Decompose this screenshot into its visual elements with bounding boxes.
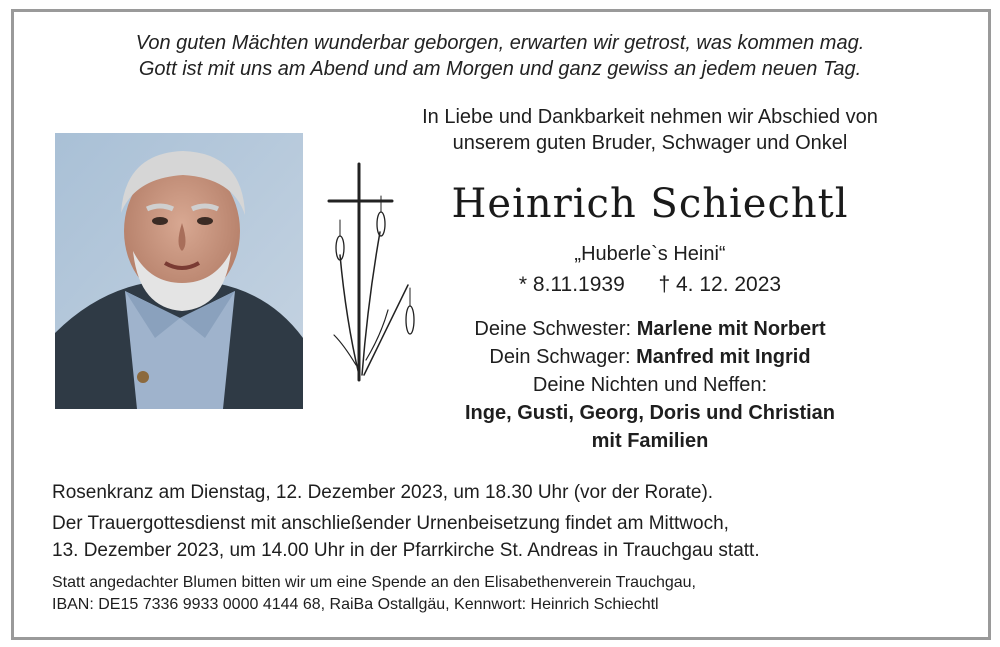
rosary-info: Rosenkranz am Dienstag, 12. Dezember 2023, um 18.30 Uhr (vor der Rorate). — [52, 482, 714, 503]
intro-line-2: unserem guten Bruder, Schwager und Onkel — [452, 132, 848, 154]
families-line: mit Familien — [591, 430, 709, 452]
funeral-info-line-1: Der Trauergottesdienst mit anschließender Urnenbeisetzung findet am Mittwoch, — [52, 513, 729, 534]
motto-line-1: Von guten Mächten wunderbar geborgen, erwarten wir getrost, was kommen mag. — [135, 32, 865, 54]
brother-in-law-names: Manfred mit Ingrid — [636, 346, 811, 368]
sister-names: Marlene mit Norbert — [636, 318, 826, 340]
intro-line-1: In Liebe und Dankbarkeit nehmen wir Abschied von — [422, 106, 878, 128]
donation-line-2: IBAN: DE15 7336 9933 0000 4144 68, RaiBa Ostallgäu, Kennwort: Heinrich Schiechtl — [52, 596, 659, 613]
sister-line — [350, 315, 950, 343]
brother-in-law-label: Dein Schwager: — [489, 346, 631, 368]
nieces-label: Deine Nichten und Neffen: — [532, 374, 768, 396]
donation-line-1: Statt angedachter Blumen bitten wir um eine Spende an den Elisabethenverein Trauchgau, — [52, 574, 696, 591]
nieces-names: Inge, Gusti, Georg, Doris und Christian — [464, 402, 836, 424]
sister-label: Deine Schwester: — [474, 318, 632, 340]
motto-line-2: Gott ist mit uns am Abend und am Morgen und ganz gewiss an jedem neuen Tag. — [138, 58, 862, 80]
life-dates — [400, 273, 900, 297]
death-date: † 4. 12. 2023 — [658, 273, 782, 296]
deceased-name: Heinrich Schiechtl — [451, 181, 849, 227]
brother-in-law-line — [350, 343, 950, 371]
portrait-photo — [55, 133, 303, 409]
funeral-info-line-2: 13. Dezember 2023, um 14.00 Uhr in der Pfarrkirche St. Andreas in Trauchgau statt. — [52, 540, 760, 561]
birth-date: * 8.11.1939 — [518, 273, 625, 296]
nickname: „Huberle`s Heini“ — [574, 243, 726, 265]
